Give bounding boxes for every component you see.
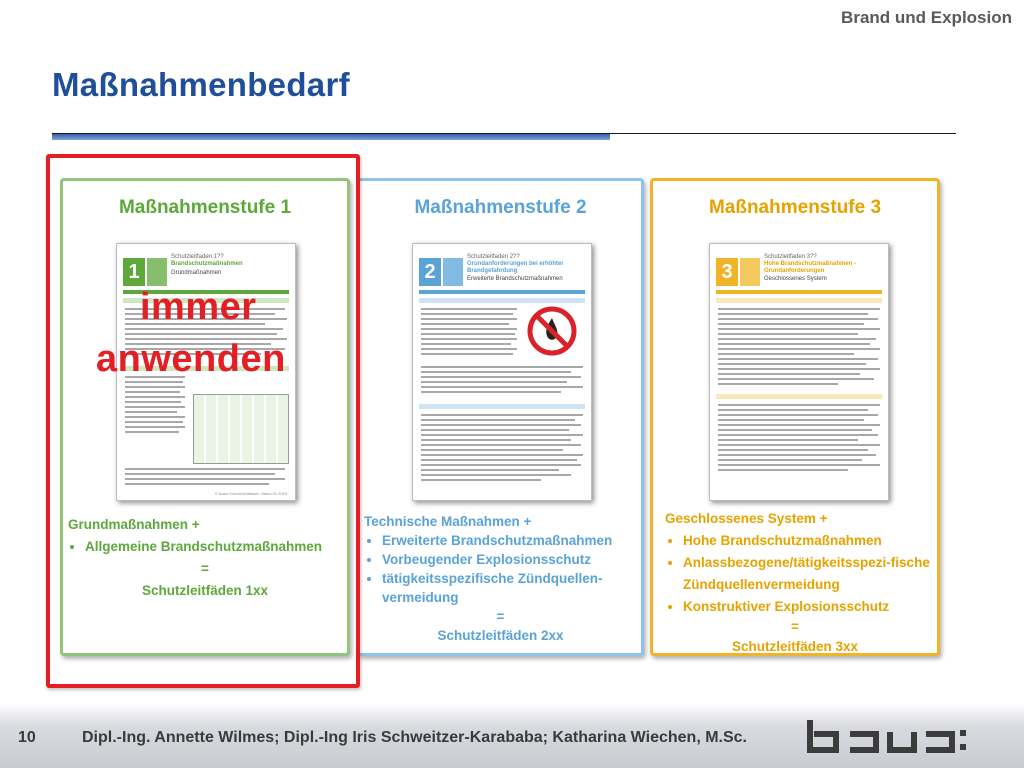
panel-title: Maßnahmenstufe 2 bbox=[414, 197, 587, 218]
measures-lead: Grundmaßnahmen + bbox=[68, 517, 200, 532]
measure-item: • Konstruktiver Explosionsschutz bbox=[683, 596, 937, 618]
doc-heading-2: Brandschutzmaßnahmen bbox=[171, 261, 243, 267]
measure-item: • Erweiterte Brandschutzmaßnahmen bbox=[382, 531, 641, 550]
page-number: 10 bbox=[18, 729, 36, 746]
doc-heading-2: Grundanforderungen bei erhöhter Brandgefahrdung bbox=[467, 261, 564, 274]
baua-logo bbox=[806, 718, 972, 754]
doc-footer: © Autor Komm/Verfasser, Stand 01.2019 bbox=[214, 491, 287, 496]
measures-lead: Technische Maßnahmen + bbox=[364, 514, 532, 529]
result-guides: Schutzleitfäden 2xx bbox=[437, 628, 564, 643]
result-guides: Schutzleitfäden 3xx bbox=[731, 639, 859, 654]
equals-sign: = bbox=[791, 619, 799, 634]
panel-stufe-3 bbox=[650, 178, 940, 656]
measure-item: • Allgemeine Brandschutzmaßnahmen bbox=[85, 536, 347, 558]
panel-title: Maßnahmenstufe 1 bbox=[118, 197, 292, 218]
result-guides: Schutzleitfäden 1xx bbox=[141, 583, 269, 598]
equals-sign: = bbox=[496, 609, 505, 624]
measures-lead: Geschlossenes System + bbox=[665, 511, 828, 526]
title-accent-bar bbox=[52, 134, 610, 140]
topic-label: Brand und Explosion bbox=[841, 8, 1012, 27]
doc-heading-1: Schutzleitfaden 2?? bbox=[467, 254, 520, 260]
measure-item: • Vorbeugender Explosionsschutz bbox=[382, 550, 641, 569]
doc-number: 2 bbox=[419, 258, 441, 286]
doc-heading-2: Hohe Brandschutzmaßnahmen - Grundanforderungen bbox=[764, 261, 857, 274]
doc-number: 3 bbox=[716, 258, 738, 286]
page-title: Maßnahmenbedarf bbox=[52, 66, 350, 103]
author-line: Dipl.-Ing. Annette Wilmes; Dipl.-Ing Iris Schweitzer-Karababa; Katharina Wiechen, M.Sc. bbox=[82, 729, 747, 746]
measure-item: • Anlassbezogene/tätigkeitsspezi-fische Zündquellenvermeidung bbox=[683, 552, 937, 596]
doc-heading-1: Schutzleitfaden 3?? bbox=[764, 254, 817, 260]
equals-sign: = bbox=[201, 561, 209, 576]
highlight-frame bbox=[46, 154, 360, 688]
panel-measures bbox=[360, 512, 641, 645]
measure-item: • Hohe Brandschutzmaßnahmen bbox=[683, 530, 937, 552]
stamp-text-immer: immer bbox=[140, 286, 257, 328]
doc-subheading: Erweiterte Brandschutzmaßnahmen bbox=[467, 276, 563, 282]
doc-number: 1 bbox=[123, 258, 145, 286]
no-open-flame-sign-icon bbox=[525, 304, 579, 358]
panel-title: Maßnahmenstufe 3 bbox=[708, 197, 882, 218]
stamp-text-anwenden: anwenden bbox=[96, 338, 286, 380]
measure-item: • tätigkeitsspezifische Zündquellen-vermeidung bbox=[382, 569, 641, 607]
doc-subheading: Geschlossenes System bbox=[764, 276, 827, 282]
doc-subheading: Grundmaßnahmen bbox=[171, 270, 222, 276]
doc-heading-1: Schutzleitfaden 1?? bbox=[171, 254, 224, 260]
panel-stufe-2 bbox=[357, 178, 644, 656]
document-thumbnail bbox=[412, 243, 592, 501]
document-thumbnail bbox=[709, 243, 889, 501]
panel-measures bbox=[653, 508, 937, 658]
